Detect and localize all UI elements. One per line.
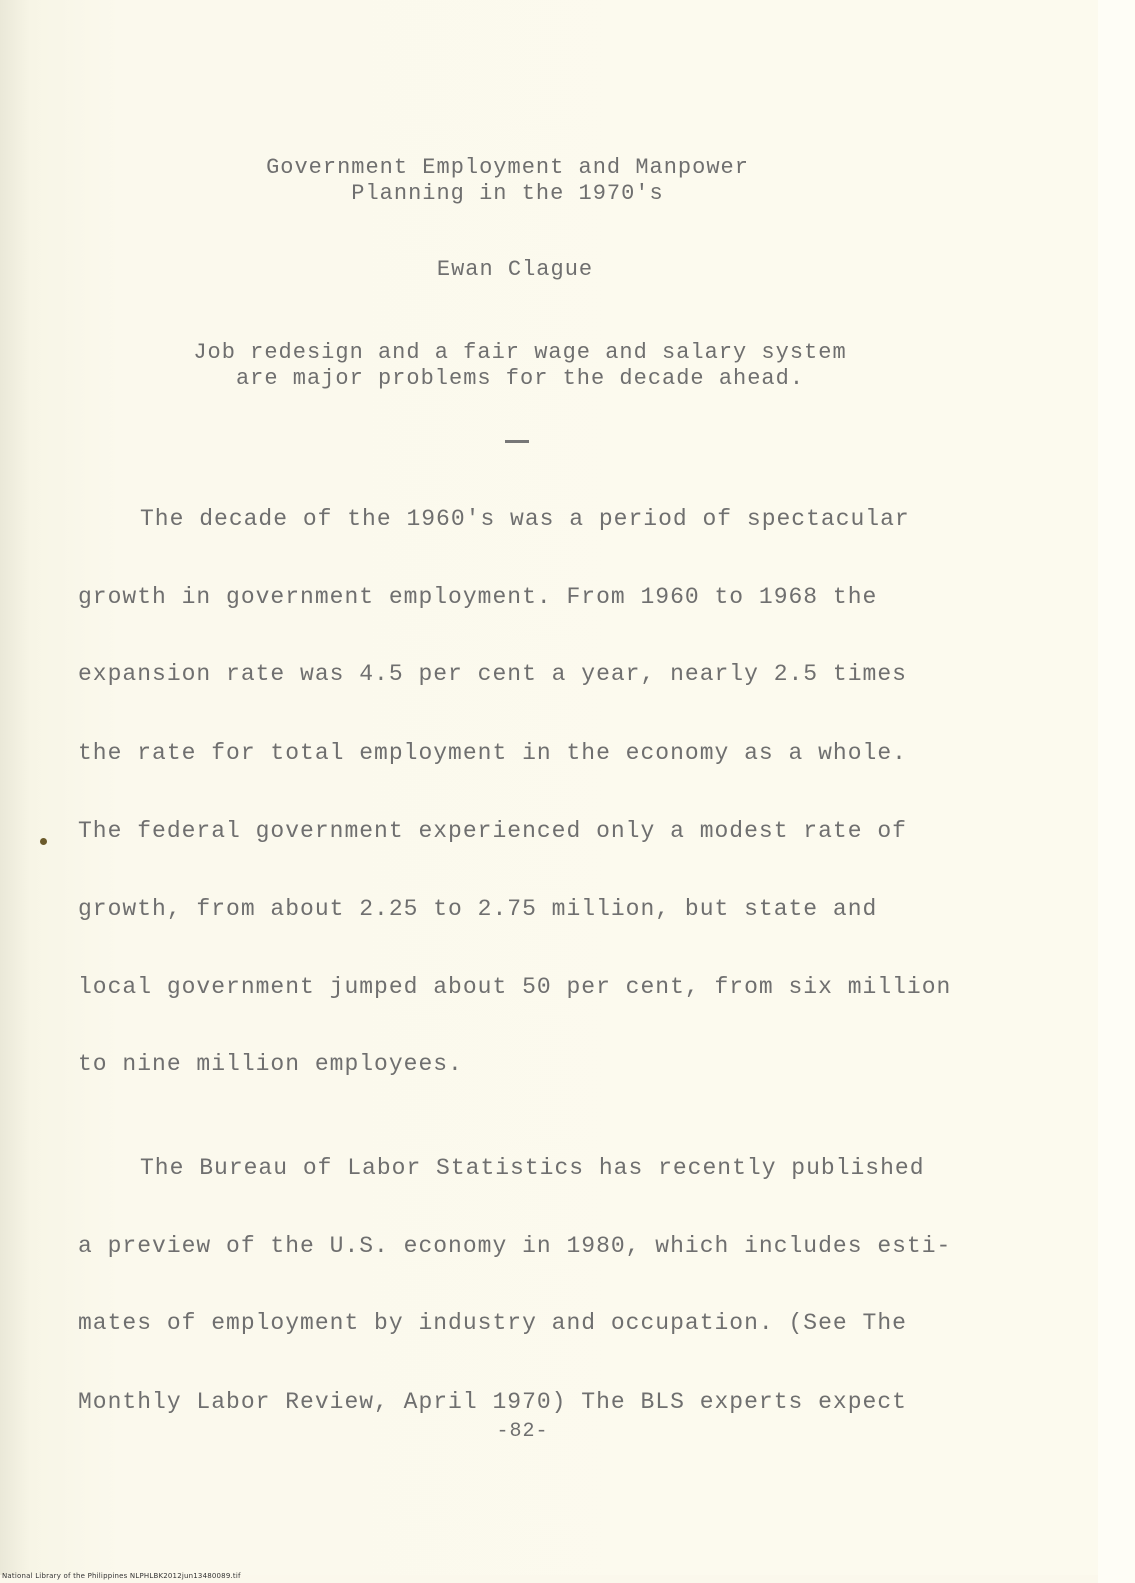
subtitle-line-1: Job redesign and a fair wage and salary system xyxy=(193,340,847,365)
scan-margin xyxy=(1098,0,1135,1583)
paragraph-2-line-3: mates of employment by industry and occupation. (See The xyxy=(78,1310,907,1336)
subtitle-line-2: are major problems for the decade ahead. xyxy=(235,366,805,391)
document-title-line-1: Government Employment and Manpower xyxy=(266,155,749,180)
paragraph-2-line-1: The Bureau of Labor Statistics has recently published xyxy=(140,1155,925,1181)
ink-blot-mark xyxy=(40,838,47,845)
paragraph-2-line-2: a preview of the U.S. economy in 1980, which includes esti- xyxy=(78,1233,952,1259)
paragraph-1-line-6: growth, from about 2.25 to 2.75 million, but state and xyxy=(78,896,878,922)
author-name: Ewan Clague xyxy=(436,257,594,282)
paragraph-1-line-5: The federal government experienced only a modest rate of xyxy=(78,818,907,844)
page-number: -82- xyxy=(496,1420,549,1443)
paragraph-2-line-4: Monthly Labor Review, April 1970) The BLS experts expect xyxy=(78,1389,907,1415)
paragraph-1-line-3: expansion rate was 4.5 per cent a year, nearly 2.5 times xyxy=(78,661,907,687)
scan-footer-caption: National Library of the Philippines NLPHLBK2012jun13480089.tif xyxy=(2,1572,241,1580)
document-title-line-2: Planning in the 1970's xyxy=(351,181,664,206)
paragraph-1-line-2: growth in government employment. From 1960 to 1968 the xyxy=(78,584,878,610)
paragraph-1-line-4: the rate for total employment in the economy as a whole. xyxy=(78,740,907,766)
paragraph-1-line-7: local government jumped about 50 per cent, from six million xyxy=(78,974,952,1000)
section-separator xyxy=(505,440,529,443)
paragraph-1-line-1: The decade of the 1960's was a period of spectacular xyxy=(140,506,910,532)
paragraph-1-line-8: to nine million employees. xyxy=(78,1051,463,1077)
